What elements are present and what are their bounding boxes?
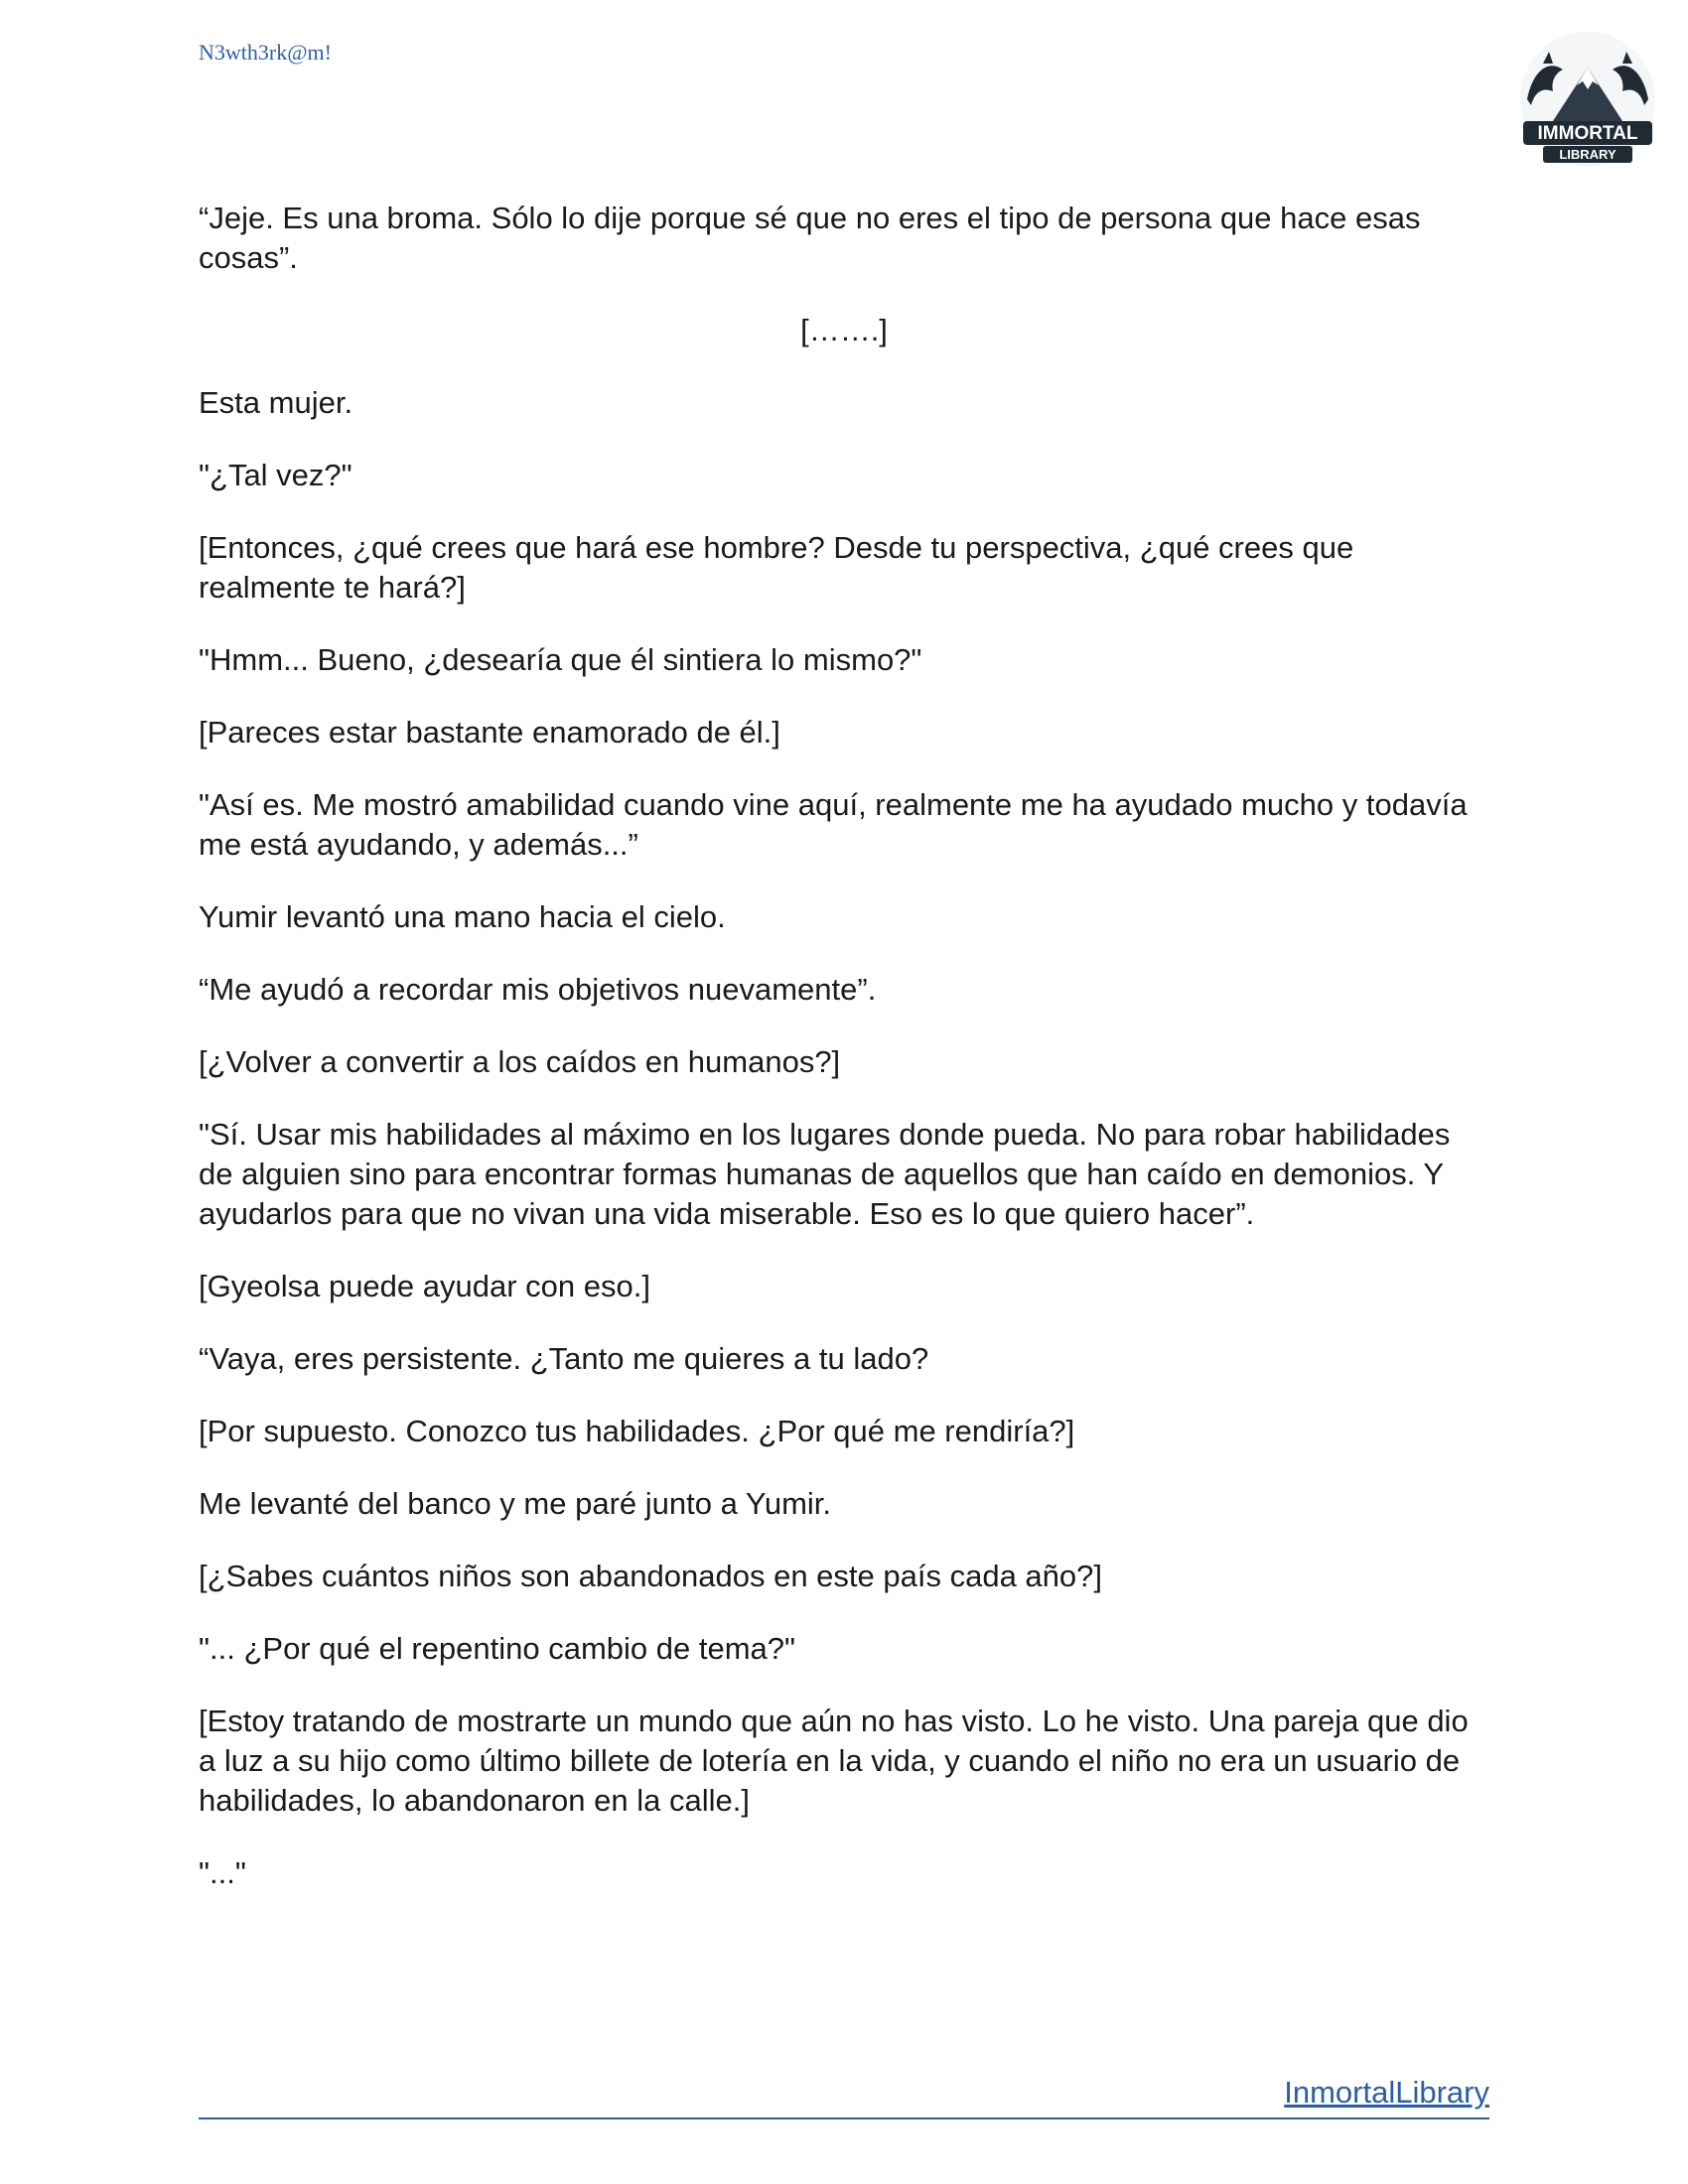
scene-break: […….] [800, 313, 888, 347]
logo-text-top: IMMORTAL [1537, 123, 1638, 144]
paragraph: “Me ayudó a recordar mis objetivos nuevamente”. [199, 972, 877, 1007]
paragraph: "Así es. Me mostró amabilidad cuando vine aquí, realmente me ha ayudado mucho y todavía me está ayudando, y además...” [199, 787, 1468, 862]
footer-rule [199, 2117, 1489, 2119]
document-body [199, 199, 1489, 1926]
paragraph: [Por supuesto. Conozco tus habilidades. ¿Por qué me rendiría?] [199, 1414, 1075, 1448]
paragraph: [Pareces estar bastante enamorado de él.] [199, 715, 780, 750]
paragraph: "¿Tal vez?" [199, 458, 352, 492]
paragraph: Me levanté del banco y me paré junto a Yumir. [199, 1486, 832, 1521]
paragraph: "Sí. Usar mis habilidades al máximo en los lugares donde pueda. No para robar habilidades de alguien sino para encontrar formas humanas de aquellos que han caído en demonios. Y ayudarlos para que no vivan una vida miserable. Eso es lo que quiero hacer”. [199, 1117, 1451, 1231]
paragraph: Yumir levantó una mano hacia el cielo. [199, 899, 726, 934]
logo-text-bottom: LIBRARY [1559, 147, 1617, 162]
logo [1513, 30, 1662, 169]
paragraph: [Entonces, ¿qué crees que hará ese hombre? Desde tu perspectiva, ¿qué crees que realmente te hará?] [199, 530, 1354, 605]
paragraph: "..." [199, 1855, 246, 1890]
dragon-mountain-emblem-icon [1513, 30, 1662, 169]
paragraph: [Gyeolsa puede ayudar con eso.] [199, 1269, 650, 1303]
paragraph: “Vaya, eres persistente. ¿Tanto me quieres a tu lado? [199, 1341, 929, 1376]
footer-link[interactable]: InmortalLibrary [1284, 2075, 1489, 2110]
paragraph: “Jeje. Es una broma. Sólo lo dije porque sé que no eres el tipo de persona que hace esas cosas”. [199, 201, 1421, 275]
paragraph: "Hmm... Bueno, ¿desearía que él sintiera lo mismo?" [199, 642, 922, 677]
paragraph: Esta mujer. [199, 385, 353, 420]
paragraph: [Estoy tratando de mostrarte un mundo que aún no has visto. Lo he visto. Una pareja que dio a luz a su hijo como último billete de lotería en la vida, y cuando el niño no era un usuario de habilidades, lo abandonaron en la calle.] [199, 1704, 1469, 1818]
paragraph: [¿Sabes cuántos niños son abandonados en este país cada año?] [199, 1559, 1103, 1593]
paragraph: [¿Volver a convertir a los caídos en humanos?] [199, 1044, 841, 1079]
header-note: N3wth3rk@m! [199, 40, 332, 65]
paragraph: "... ¿Por qué el repentino cambio de tema?" [199, 1631, 796, 1666]
